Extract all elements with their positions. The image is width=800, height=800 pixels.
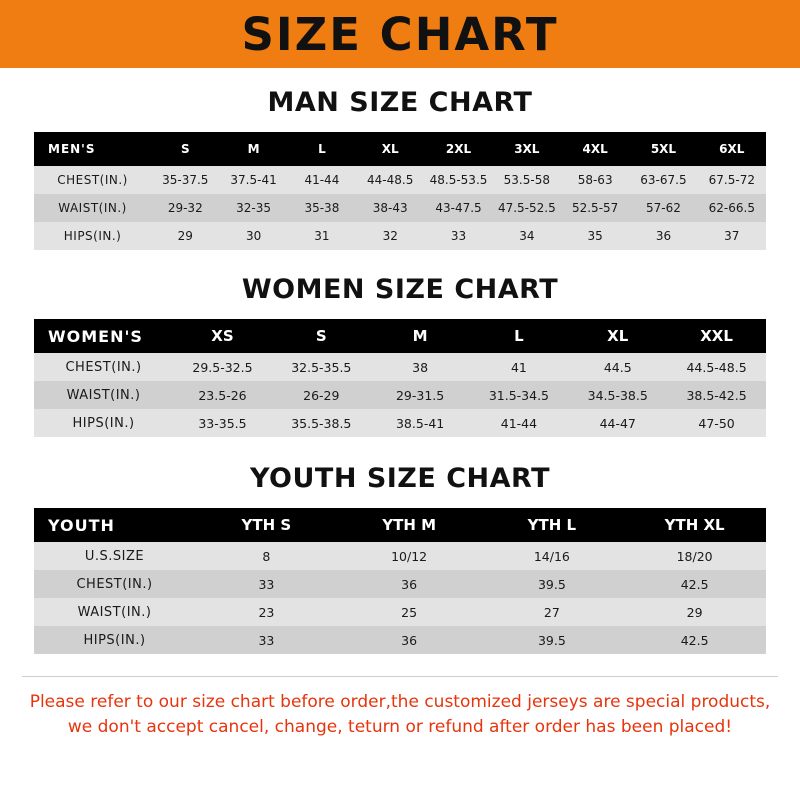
women-row-0-label: CHEST(IN.): [65, 359, 142, 375]
women-header-cell-5: XL: [607, 327, 629, 345]
women-size-table-wrapper: [34, 319, 766, 437]
man-cell-1-1: 32-35: [236, 201, 272, 215]
man-header-cell-1: S: [180, 142, 190, 156]
man-cell-0-8: 67.5-72: [708, 173, 755, 187]
youth-header-cell-2: YTH M: [382, 516, 437, 534]
table-header-row: [34, 132, 766, 166]
women-section-heading: WOMEN SIZE CHART: [241, 274, 559, 305]
women-size-table: [34, 319, 766, 437]
man-header-cell-5: 2XL: [445, 142, 472, 156]
youth-cell-0-3: 18/20: [676, 548, 713, 564]
women-header-cell-1: XS: [211, 327, 234, 345]
man-cell-1-2: 35-38: [304, 201, 340, 215]
women-cell-2-4: 44-47: [599, 415, 636, 431]
youth-cell-1-2: 39.5: [537, 576, 566, 592]
women-cell-1-1: 26-29: [303, 387, 340, 403]
women-header-cell-2: S: [315, 327, 327, 345]
man-cell-2-8: 37: [724, 229, 740, 243]
women-row-2-label: HIPS(IN.): [72, 415, 135, 431]
youth-table-body: [34, 542, 766, 654]
women-cell-2-1: 35.5-38.5: [291, 415, 352, 431]
man-header-cell-6: 3XL: [514, 142, 540, 156]
youth-row-2-label: WAIST(IN.): [77, 604, 152, 620]
youth-cell-3-2: 39.5: [537, 632, 566, 648]
man-cell-2-5: 34: [519, 229, 535, 243]
man-header-cell-2: M: [247, 142, 260, 156]
youth-cell-2-1: 25: [401, 604, 418, 620]
women-header-cell-4: L: [514, 327, 524, 345]
man-size-table-wrapper: [34, 132, 766, 250]
women-header-cell-3: M: [412, 327, 428, 345]
youth-section-heading: YOUTH SIZE CHART: [249, 463, 551, 494]
youth-row-1-label: CHEST(IN.): [76, 576, 153, 592]
women-cell-1-0: 23.5-26: [198, 387, 247, 403]
man-cell-1-3: 38-43: [372, 201, 408, 215]
header-banner: [0, 0, 800, 68]
table-row: [34, 542, 766, 570]
women-cell-0-1: 32.5-35.5: [291, 359, 352, 375]
youth-header-cell-0: YOUTH: [48, 515, 115, 535]
women-cell-0-3: 41: [510, 359, 527, 375]
youth-size-table: [34, 508, 766, 654]
youth-cell-3-3: 42.5: [680, 632, 709, 648]
table-row: [34, 166, 766, 194]
man-cell-2-6: 35: [587, 229, 603, 243]
women-row-1-label: WAIST(IN.): [66, 387, 141, 403]
women-cell-1-5: 38.5-42.5: [686, 387, 747, 403]
table-row: [34, 381, 766, 409]
table-row: [34, 598, 766, 626]
women-cell-0-2: 38: [412, 359, 429, 375]
women-cell-1-3: 31.5-34.5: [488, 387, 550, 403]
man-row-1-label: WAIST(IN.): [58, 201, 127, 215]
man-header-cell-3: L: [318, 142, 326, 156]
man-cell-0-7: 63-67.5: [640, 173, 687, 187]
youth-cell-2-3: 29: [686, 604, 703, 620]
youth-row-3-label: HIPS(IN.): [83, 632, 146, 648]
youth-header-cell-4: YTH XL: [664, 516, 725, 534]
youth-cell-1-3: 42.5: [680, 576, 709, 592]
youth-cell-3-0: 33: [258, 632, 275, 648]
man-header-cell-4: XL: [381, 142, 399, 156]
man-cell-1-0: 29-32: [167, 201, 203, 215]
women-cell-2-0: 33-35.5: [198, 415, 247, 431]
table-header-row: [34, 319, 766, 353]
youth-cell-3-1: 36: [401, 632, 418, 648]
youth-cell-1-1: 36: [401, 576, 418, 592]
man-cell-1-4: 43-47.5: [435, 201, 482, 215]
women-cell-1-4: 34.5-38.5: [587, 387, 648, 403]
women-header-cell-6: XXL: [700, 327, 733, 345]
man-cell-1-5: 47.5-52.5: [497, 201, 556, 215]
man-table-header: [34, 132, 766, 166]
man-table-body: [34, 166, 766, 250]
man-cell-0-6: 58-63: [577, 173, 613, 187]
youth-cell-0-2: 14/16: [533, 548, 570, 564]
women-table-header: [34, 319, 766, 353]
man-cell-2-3: 32: [382, 229, 398, 243]
women-cell-2-2: 38.5-41: [395, 415, 445, 431]
youth-cell-1-0: 33: [258, 576, 275, 592]
man-cell-0-1: 37.5-41: [230, 173, 277, 187]
women-cell-2-3: 41-44: [500, 415, 538, 431]
youth-row-0-label: U.S.SIZE: [84, 548, 145, 564]
man-cell-2-4: 33: [450, 229, 467, 243]
man-cell-1-6: 52.5-57: [571, 201, 619, 215]
man-cell-1-7: 57-62: [646, 201, 681, 215]
women-header-cell-0: WOMEN'S: [48, 326, 143, 346]
table-row: [34, 626, 766, 654]
man-cell-0-2: 41-44: [304, 173, 340, 187]
page-title: SIZE CHART: [241, 7, 559, 61]
man-cell-1-8: 62-66.5: [708, 201, 755, 215]
man-cell-0-3: 44-48.5: [367, 173, 414, 187]
table-row: [34, 409, 766, 437]
man-row-0-label: CHEST(IN.): [57, 173, 128, 187]
women-cell-0-0: 29.5-32.5: [192, 359, 253, 375]
women-cell-1-2: 29-31.5: [395, 387, 445, 403]
man-header-cell-9: 6XL: [719, 142, 745, 156]
youth-cell-2-0: 23: [258, 604, 275, 620]
man-cell-2-2: 31: [314, 229, 330, 243]
man-header-cell-0: MEN'S: [48, 142, 96, 156]
youth-header-cell-3: YTH L: [527, 516, 577, 534]
youth-size-table-wrapper: [34, 508, 766, 654]
table-row: [34, 570, 766, 598]
women-cell-0-5: 44.5-48.5: [686, 359, 747, 375]
table-row: [34, 194, 766, 222]
man-header-cell-8: 5XL: [650, 142, 677, 156]
policy-note-line-1: Please refer to our size chart before order,the customized jerseys are special products,: [29, 692, 771, 712]
man-cell-2-7: 36: [655, 229, 672, 243]
youth-cell-0-1: 10/12: [391, 548, 428, 564]
man-cell-0-4: 48.5-53.5: [429, 173, 488, 187]
man-cell-2-1: 30: [245, 229, 262, 243]
table-header-row: [34, 508, 766, 542]
women-cell-2-5: 47-50: [698, 415, 735, 431]
women-table-body: [34, 353, 766, 437]
policy-note-line-2: we don't accept cancel, change, teturn or refund after order has been placed!: [67, 716, 733, 737]
youth-table-header: [34, 508, 766, 542]
man-row-2-label: HIPS(IN.): [63, 229, 122, 243]
man-size-table: [34, 132, 766, 250]
man-cell-0-0: 35-37.5: [162, 173, 209, 187]
man-cell-0-5: 53.5-58: [503, 173, 550, 187]
women-cell-0-4: 44.5: [603, 359, 632, 375]
youth-cell-2-2: 27: [543, 604, 560, 620]
youth-header-cell-1: YTH S: [241, 516, 292, 534]
table-row: [34, 222, 766, 250]
policy-note: [22, 676, 778, 739]
table-row: [34, 353, 766, 381]
man-section-heading: MAN SIZE CHART: [267, 87, 533, 118]
youth-cell-0-0: 8: [262, 548, 271, 564]
man-header-cell-7: 4XL: [582, 142, 608, 156]
man-cell-2-0: 29: [177, 229, 193, 243]
